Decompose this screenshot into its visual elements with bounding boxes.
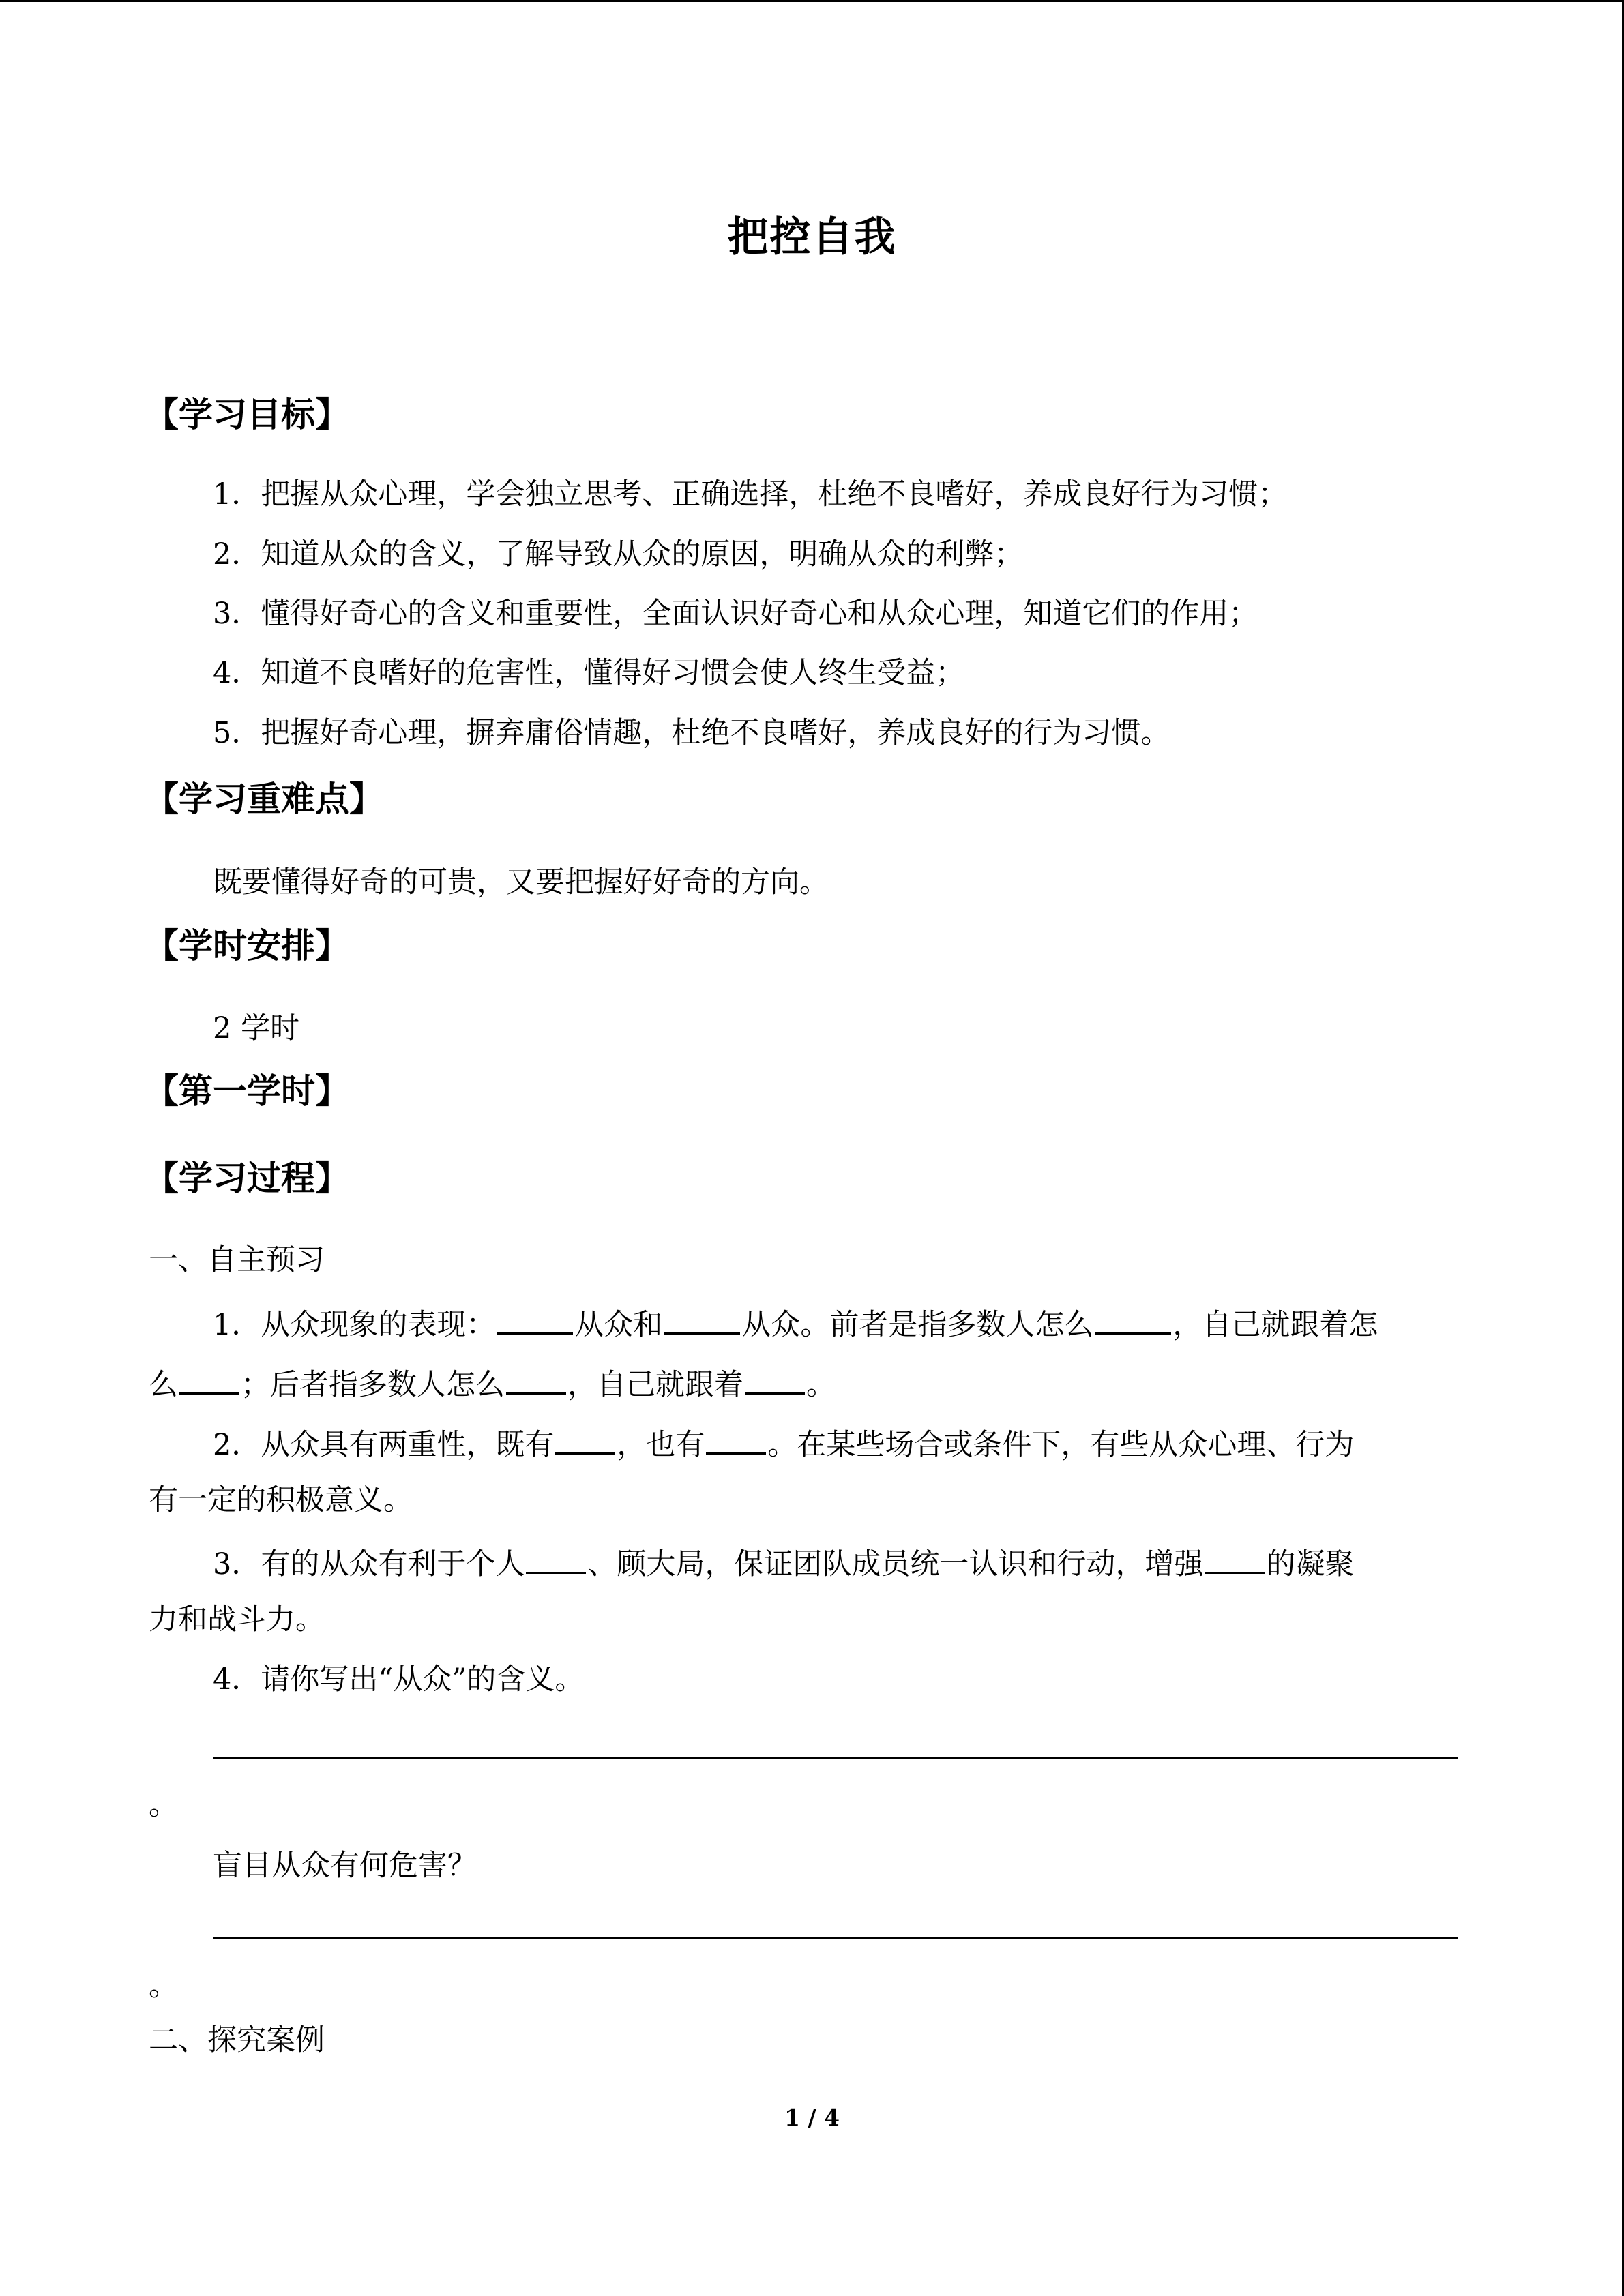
fill-blank[interactable]: [1205, 1539, 1265, 1574]
objective-item-1: 1．把握从众心理，学会独立思考、正确选择，杜绝不良嗜好，养成良好行为习惯；: [213, 477, 1288, 511]
fill-blank[interactable]: [745, 1360, 805, 1395]
q1-text-f: ；后者指多数人怎么: [241, 1368, 505, 1402]
heading-schedule: 【学时安排】: [145, 926, 349, 966]
page-number: 1 / 4: [784, 2104, 840, 2131]
answer-end-mark: 。: [149, 1788, 178, 1822]
q3-text-c: 的凝聚: [1266, 1547, 1355, 1581]
q2-text-b: ，也有: [617, 1428, 705, 1462]
objective-item-2: 2．知道从众的含义，了解导致从众的原因，明确从众的利弊；: [213, 537, 1024, 571]
q3-text-a: 3．有的从众有利于个人: [213, 1547, 525, 1581]
q1-text-e: 么: [149, 1368, 178, 1402]
question-3-line-1: [213, 1539, 1354, 1585]
objective-item-4: 4．知道不良嗜好的危害性，懂得好习惯会使人终生受益；: [213, 656, 965, 690]
question-4: 4．请你写出“从众”的含义。: [213, 1663, 585, 1697]
q2-text-c: 。在某些场合或条件下，有些从众心理、行为: [767, 1428, 1355, 1462]
question-3-line-2: 力和战斗力。: [149, 1602, 325, 1637]
answer-line[interactable]: [213, 1937, 1458, 1939]
heading-key-points: 【学习重难点】: [145, 779, 383, 819]
answer-line[interactable]: [213, 1757, 1458, 1759]
q1-text-a: 1．从众现象的表现：: [213, 1308, 496, 1342]
schedule-text: 2 学时: [213, 1011, 300, 1045]
page-title: 把控自我: [727, 213, 897, 261]
question-5: 盲目从众有何危害？: [213, 1849, 477, 1883]
objective-item-5: 5．把握好奇心理，摒弃庸俗情趣，杜绝不良嗜好，养成良好的行为习惯。: [213, 716, 1170, 750]
heading-process: 【学习过程】: [145, 1159, 349, 1198]
heading-objectives: 【学习目标】: [145, 395, 349, 434]
q1-text-d: ，自己就跟着怎: [1172, 1308, 1378, 1342]
q1-text-g: ，自己就跟着: [567, 1368, 743, 1402]
q3-text-b: 、顾大局，保证团队成员统一认识和行动，增强: [587, 1547, 1204, 1581]
q1-text-c: 从众。前者是指多数人怎么: [741, 1308, 1094, 1342]
part1-title: 一、自主预习: [149, 1243, 325, 1277]
fill-blank[interactable]: [555, 1420, 615, 1455]
fill-blank[interactable]: [664, 1300, 740, 1335]
fill-blank[interactable]: [497, 1300, 573, 1335]
part2-title: 二、探究案例: [149, 2023, 325, 2057]
fill-blank[interactable]: [526, 1539, 586, 1574]
fill-blank[interactable]: [706, 1420, 766, 1455]
question-1-line-1: [213, 1300, 1378, 1345]
q2-text-a: 2．从众具有两重性，既有: [213, 1428, 555, 1462]
objective-item-3: 3．懂得好奇心的含义和重要性，全面认识好奇心和从众心理，知道它们的作用；: [213, 597, 1258, 631]
q1-text-b: 从众和: [574, 1308, 663, 1342]
fill-blank[interactable]: [179, 1360, 239, 1395]
fill-blank[interactable]: [506, 1360, 566, 1395]
question-1-line-2: [149, 1360, 836, 1405]
q1-text-h: 。: [806, 1368, 836, 1402]
answer-end-mark: 。: [149, 1969, 178, 2003]
key-points-text: 既要懂得好奇的可贵，又要把握好好奇的方向。: [213, 865, 829, 899]
question-2-line-1: [213, 1420, 1354, 1465]
heading-first-period: 【第一学时】: [145, 1071, 349, 1111]
question-2-line-2: 有一定的积极意义。: [149, 1483, 413, 1517]
fill-blank[interactable]: [1095, 1300, 1171, 1335]
